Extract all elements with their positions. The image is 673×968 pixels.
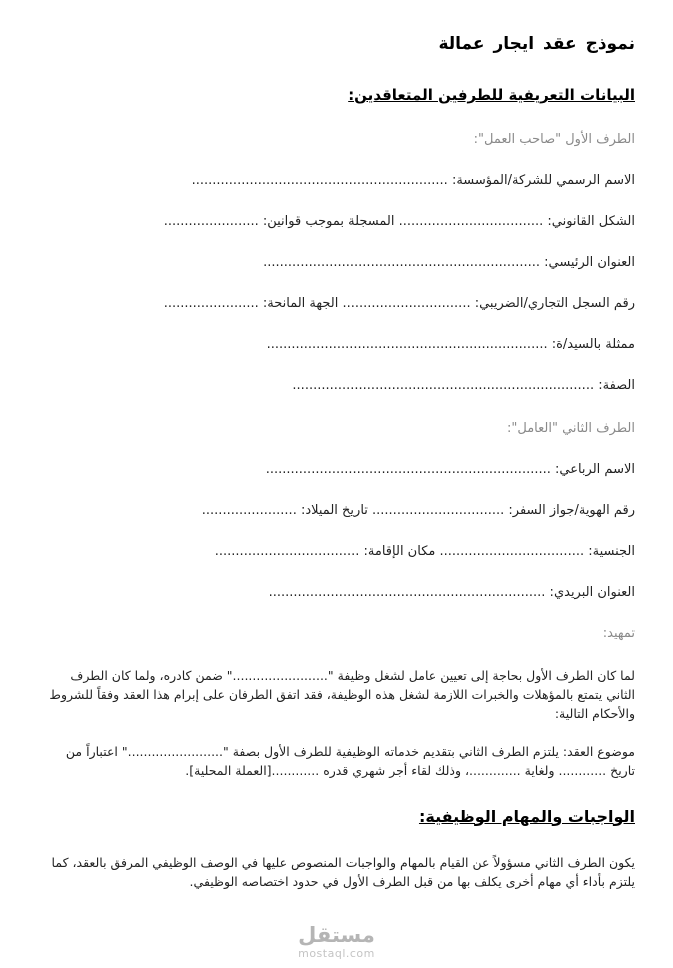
contract-subject-paragraph: موضوع العقد: يلتزم الطرف الثاني بتقديم خدماته الوظيفية للطرف الأول بصفة "........................" اعتباراً من تاريخ ............ ولغاية .............، وذلك لقاء أجر شهري قدره ............[العملة المحلية]. [65, 744, 635, 778]
section-heading-parties: البيانات التعريفية للطرفين المتعاقدين: [348, 86, 635, 104]
field-line-postal-address: العنوان البريدي: ................................................................... [268, 585, 635, 600]
field-line-id-passport-birthdate: رقم الهوية/جواز السفر: ................................ تاريخ الميلاد: ....................... [201, 503, 635, 518]
watermark [298, 924, 375, 960]
mostaql-logo: مستقل [298, 922, 375, 947]
field-line-represented-by: ممثلة بالسيد/ة: .................................................................... [266, 337, 635, 352]
field-line-nationality-residence: الجنسية: ................................... مكان الإقامة: ................................... [214, 544, 635, 559]
party1-heading: الطرف الأول "صاحب العمل": [473, 132, 635, 147]
watermark-url: mostaql.com [298, 947, 375, 960]
field-line-company-official-name: الاسم الرسمي للشركة/المؤسسة: .............................................................. [191, 173, 635, 188]
document-title: نموذج عقد ايجار عمالة [438, 34, 635, 54]
preamble-heading: تمهيد: [602, 626, 635, 641]
preamble-paragraph: لما كان الطرف الأول بحاجة إلى تعيين عامل لشغل وظيفة "........................" ضمن كادره، ولما كان الطرف الثاني يتمتع بالمؤهلات والخبرات اللازمة لشغل هذه الوظيفة، فقد اتفق الطرفان على إبرام هذا العقد وفقاً للشروط والأحكام التالية: [49, 668, 635, 721]
duties-paragraph: يكون الطرف الثاني مسؤولاً عن القيام بالمهام والواجبات المنصوص عليها في الوصف الوظيفي المرفق بالعقد، كما يلتزم بأداء أي مهام أخرى يكلف بها من قبل الطرف الأول في حدود اختصاصه الوظيفي. [51, 854, 635, 889]
party2-heading: الطرف الثاني "العامل": [506, 421, 635, 436]
field-line-commercial-tax-registry: رقم السجل التجاري/الضريبي: ............................... الجهة المانحة: ....................... [163, 296, 635, 311]
field-line-legal-form-and-registration: الشكل القانوني: ................................... المسجلة بموجب قوانين: ....................... [163, 214, 635, 229]
field-line-full-name: الاسم الرباعي: ..................................................................... [265, 462, 635, 477]
field-line-main-address: العنوان الرئيسي: ................................................................... [263, 255, 635, 270]
field-line-capacity: الصفة: ......................................................................... [292, 378, 635, 393]
section-heading-duties: الواجبات والمهام الوظيفية: [418, 806, 635, 826]
